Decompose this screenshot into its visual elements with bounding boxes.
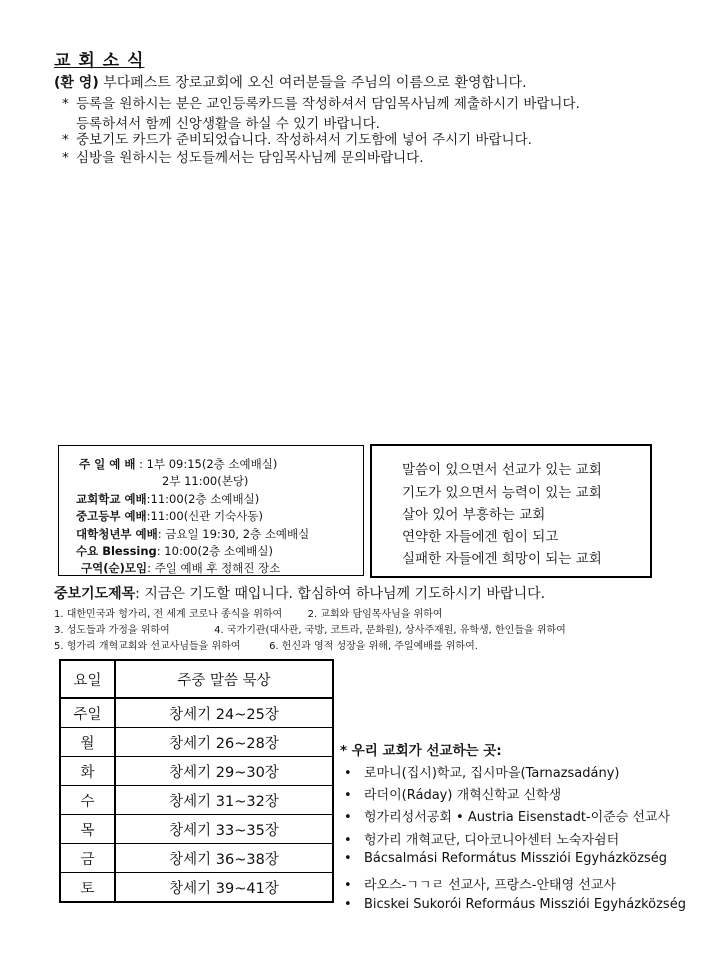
bible-reading-table [59, 659, 334, 903]
list-item [344, 851, 667, 866]
mission-item-text: 헝가리 개혁교단, 디아코니아센터 노숙자쉼터 [364, 833, 620, 848]
bullet-icon: • [344, 766, 352, 781]
worship-cell-label: 구역(순)모임 [81, 561, 148, 575]
bullet-icon: • [344, 810, 352, 825]
reading-cell: 창세기 24~25장 [115, 698, 333, 728]
bullet-icon: • [344, 788, 352, 803]
motto-line: 기도가 있으면서 능력이 있는 교회 [402, 485, 602, 501]
note-text: 중보기도 카드가 준비되었습니다. 작성하셔서 기도함에 넣어 주시기 바랍니다. [76, 132, 532, 148]
list-item [344, 829, 619, 848]
prayer-topic-line: 1. 대한민국과 헝가리, 전 세계 코로나 종식을 위하여 2. 교회와 담임목사님을 위하여 [54, 609, 443, 620]
note-text: 등록을 원하시는 분은 교인등록카드를 작성하셔서 담임목사님께 제출하시기 바랍니다. [76, 96, 580, 112]
worship-cell-value: : 주일 예배 후 정해진 장소 [147, 561, 281, 575]
worship-school-label: 교회학교 예배 [76, 492, 147, 506]
worship-youth-row [76, 508, 263, 524]
note-item [62, 146, 423, 166]
worship-wednesday-row [76, 543, 273, 559]
list-item [344, 806, 670, 825]
table-header-title: 주중 말씀 묵상 [115, 660, 333, 698]
prayer-heading-label: 중보기도제목 [54, 586, 136, 602]
bullet-icon: • [344, 878, 352, 893]
list-item [344, 762, 619, 781]
worship-youth-label: 중고등부 예배 [76, 509, 147, 523]
day-cell: 화 [60, 757, 115, 786]
reading-cell: 창세기 36~38장 [115, 844, 333, 873]
worship-college-value: : 금요일 19:30, 2층 소예배실 [157, 527, 310, 541]
table-header-row [60, 660, 333, 698]
bullet-icon: • [344, 851, 352, 866]
mission-item-text: 로마니(집시)학교, 집시마을(Tarnazsadány) [364, 766, 620, 781]
day-cell: 목 [60, 815, 115, 844]
list-item [344, 874, 616, 893]
day-cell: 주일 [60, 698, 115, 728]
table-row [60, 698, 333, 728]
reading-cell: 창세기 26~28장 [115, 728, 333, 757]
worship-school-row [76, 491, 259, 507]
day-cell: 수 [60, 786, 115, 815]
table-header-day: 요일 [60, 660, 115, 698]
table-row [60, 844, 333, 873]
worship-youth-value: :11:00(신관 기숙사동) [146, 509, 263, 523]
prayer-topic-line: 3. 성도들과 가정을 위하여 4. 국가기관(대사관, 국방, 코트라, 문화원), 상사주재원, 유학생, 한인들을 위하여 [54, 625, 566, 636]
note-bullet: * [62, 132, 69, 148]
worship-college-label: 대학청년부 예배 [76, 527, 158, 541]
mission-item-text: 라오스-ㄱㄱㄹ 선교사, 프랑스-안태영 선교사 [364, 878, 616, 893]
worship-sunday-label: 주 일 예 배 [79, 457, 136, 471]
mission-item-text: 헝가리성서공회 • Austria Eisenstadt-이준승 선교사 [364, 810, 671, 825]
note-bullet: * [62, 150, 69, 166]
welcome-text: 부다페스트 장로교회에 오신 여러분들을 주님의 이름으로 환영합니다. [98, 75, 527, 91]
mission-item-text: Bicskei Sukorói Reformáus Missziói Egyházközség [364, 897, 686, 912]
worship-sunday-row [79, 456, 277, 472]
note-text: 심방을 원하시는 성도들께서는 담임목사님께 문의바랍니다. [76, 150, 424, 166]
reading-cell: 창세기 33~35장 [115, 815, 333, 844]
table-row [60, 815, 333, 844]
mission-item-text: 라더이(Ráday) 개혁신학교 신학생 [364, 788, 562, 803]
news-title: 교 회 소 식 [54, 51, 145, 71]
bullet-icon: • [344, 833, 352, 848]
motto-line: 살아 있어 부흥하는 교회 [402, 507, 546, 523]
reading-cell: 창세기 39~41장 [115, 873, 333, 903]
worship-wednesday-label: 수요 Blessing [76, 544, 157, 558]
worship-cell-row [81, 560, 280, 576]
table-row [60, 757, 333, 786]
day-cell: 금 [60, 844, 115, 873]
day-cell: 토 [60, 873, 115, 903]
worship-sunday-first: : 1부 09:15(2층 소예배실) [139, 457, 278, 471]
motto-line: 실패한 자들에겐 희망이 되는 교회 [402, 551, 602, 567]
worship-college-row [76, 526, 309, 542]
note-text-continued: 등록하셔서 함께 신앙생활을 하실 수 있기 바랍니다. [76, 116, 380, 132]
mission-heading: * 우리 교회가 선교하는 곳: [340, 743, 502, 759]
note-item [62, 92, 580, 132]
reading-cell: 창세기 31~32장 [115, 786, 333, 815]
note-item [62, 128, 532, 148]
prayer-heading-text: : 지금은 기도할 때입니다. 합심하여 하나님께 기도하시기 바랍니다. [135, 586, 546, 602]
mission-item-text: Bácsalmási Református Missziói Egyházközség [364, 851, 668, 866]
table-row [60, 786, 333, 815]
welcome-line [54, 72, 527, 92]
worship-school-value: :11:00(2층 소예배실) [146, 492, 260, 506]
church-motto-box [370, 444, 652, 578]
motto-line: 연약한 자들에겐 힘이 되고 [402, 529, 559, 545]
prayer-heading [54, 583, 545, 603]
day-cell: 월 [60, 728, 115, 757]
note-bullet: * [62, 96, 69, 112]
worship-wednesday-value: : 10:00(2층 소예배실) [156, 544, 273, 558]
table-row [60, 728, 333, 757]
welcome-label: (환 영) [54, 75, 99, 91]
worship-schedule-box [58, 445, 364, 576]
bullet-icon: • [344, 897, 352, 912]
table-row [60, 873, 333, 903]
worship-sunday-second: 2부 11:00(본당) [162, 474, 249, 488]
prayer-topic-line: 5. 헝가리 개혁교회와 선교사님들을 위하여 6. 헌신과 영적 성장을 위해, 주일예배를 위하여. [54, 641, 478, 652]
motto-line: 말씀이 있으면서 선교가 있는 교회 [402, 462, 602, 478]
list-item [344, 784, 561, 803]
list-item [344, 897, 686, 912]
reading-cell: 창세기 29~30장 [115, 757, 333, 786]
